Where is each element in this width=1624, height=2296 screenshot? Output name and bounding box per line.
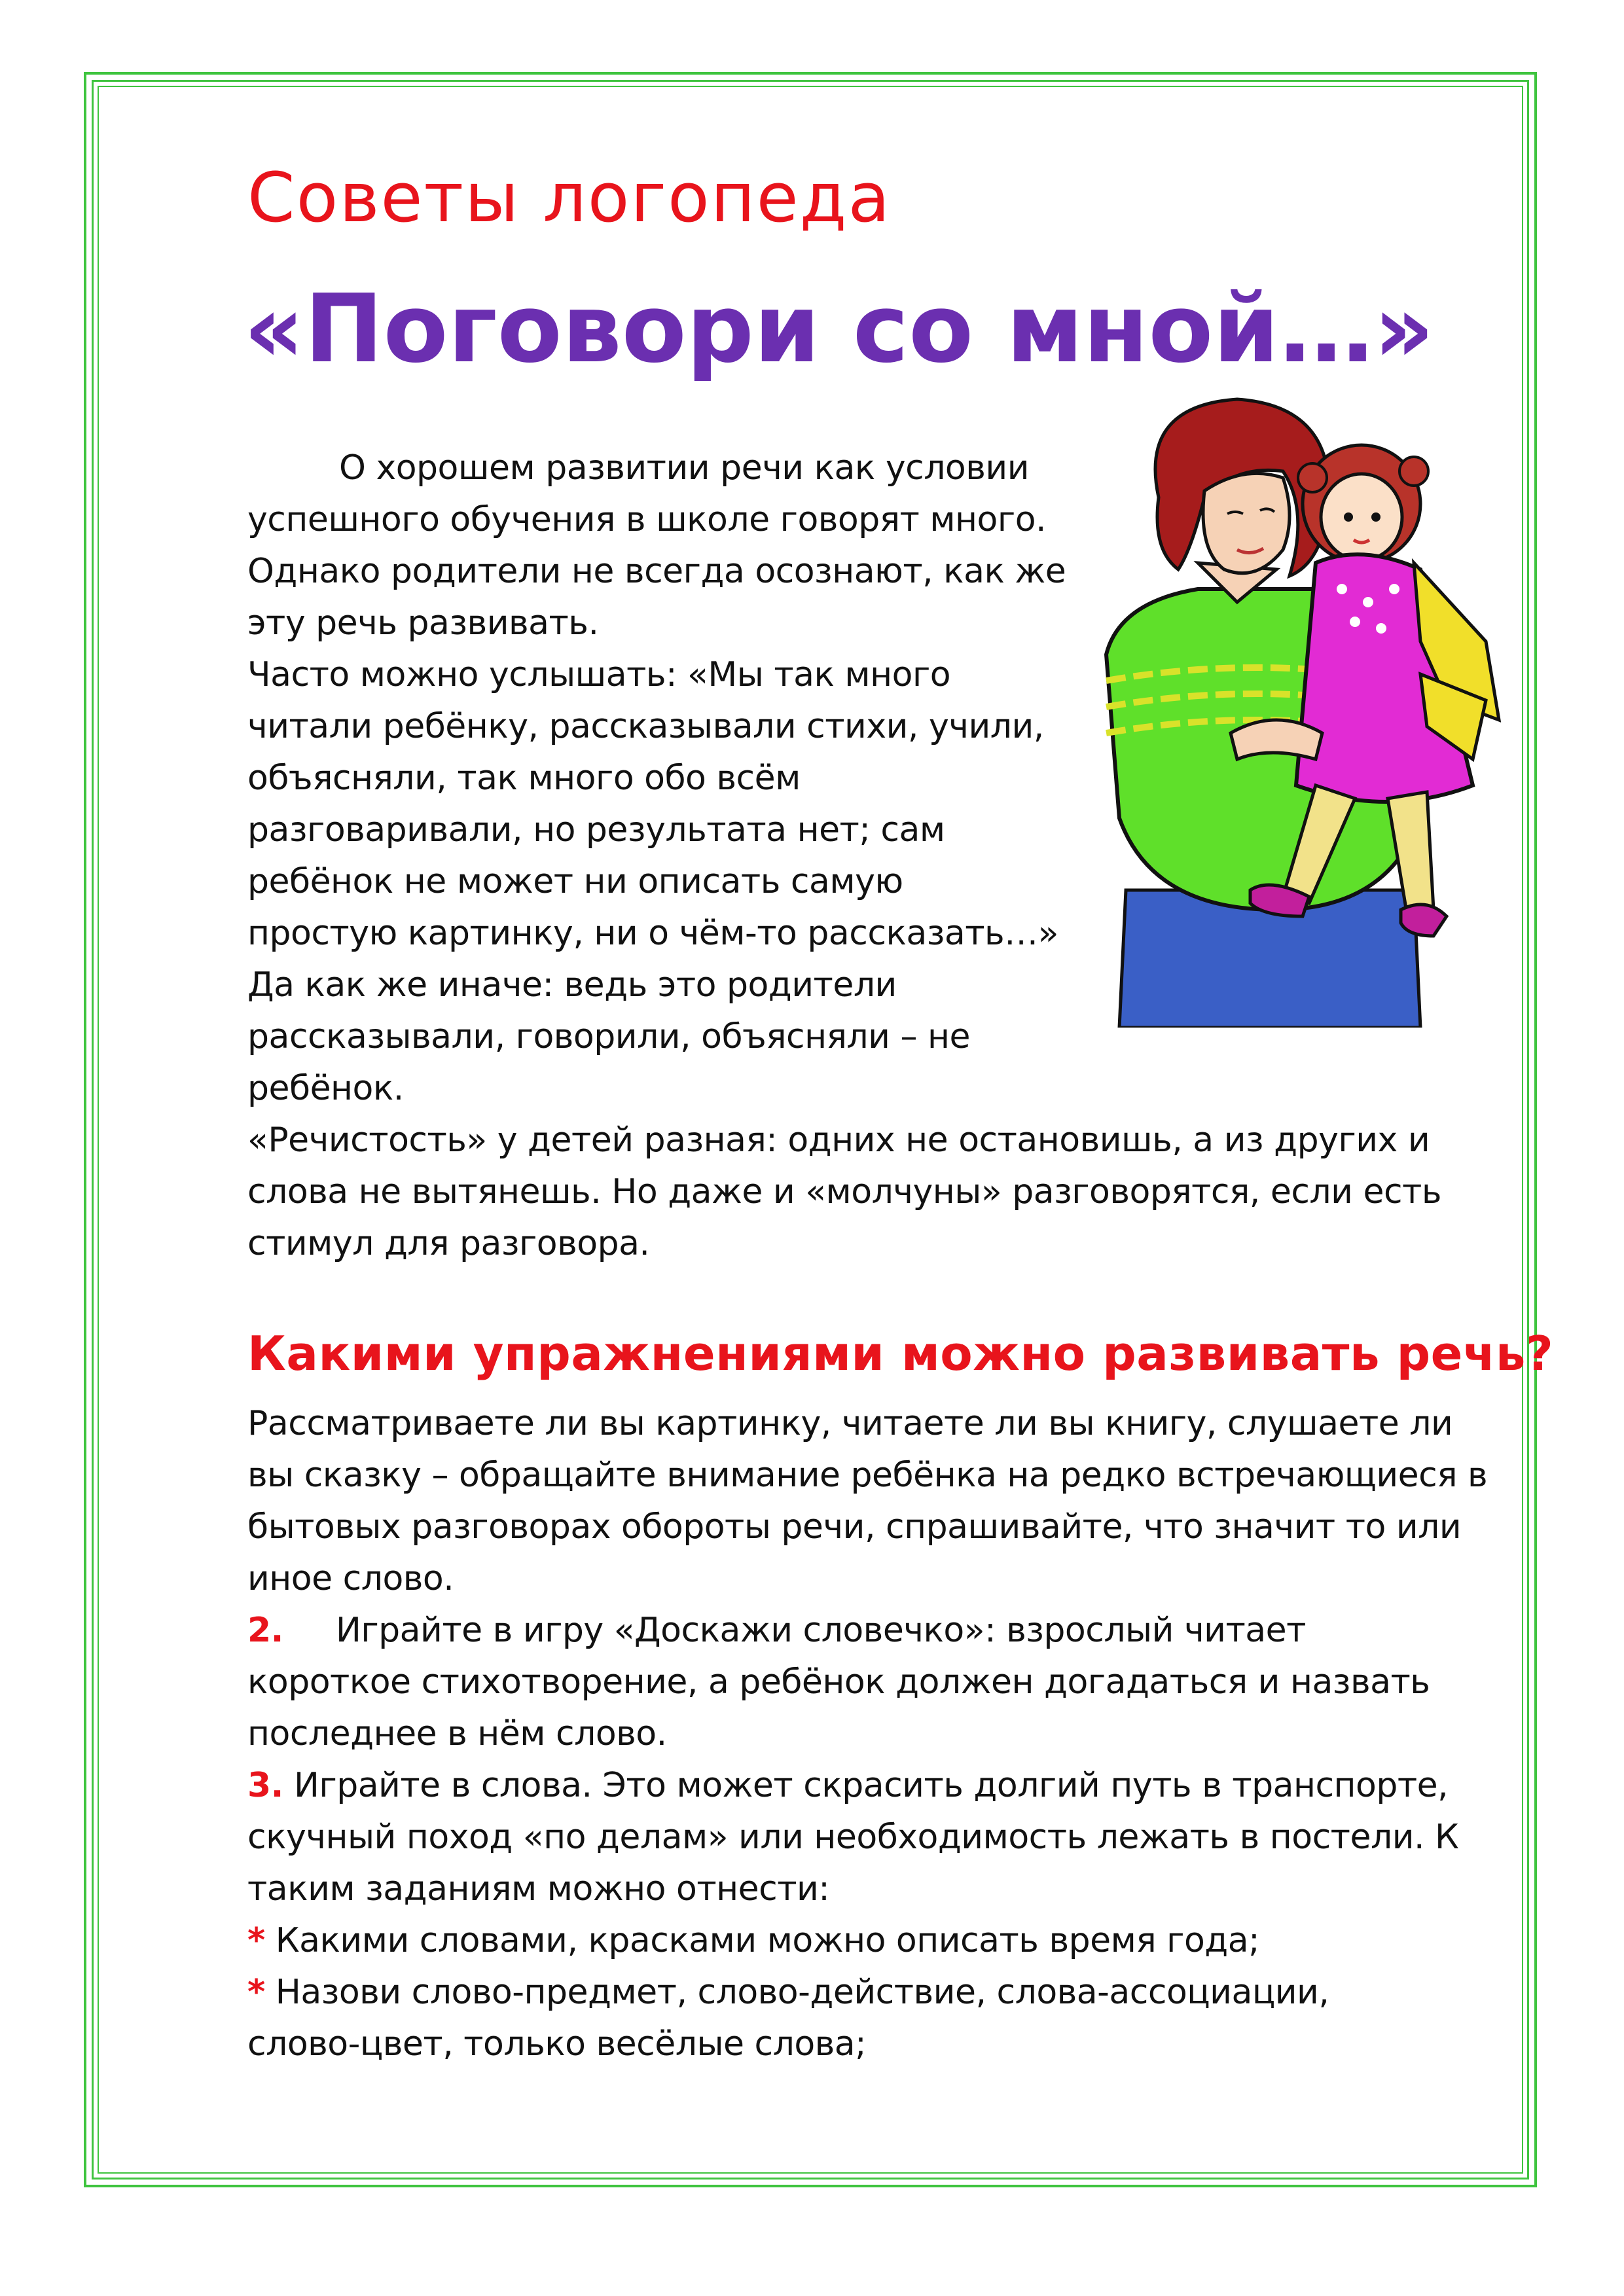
text-line: бытовых разговорах обороты речи, спрашивайте, что значит то или: [247, 1507, 1462, 1547]
page-subtitle: Советы логопеда: [247, 158, 892, 238]
text-line: слова не вытянешь. Но даже и «молчуны» разговорятся, если есть: [247, 1172, 1441, 1211]
text-line: Назови слово-предмет, слово-действие, слова-ассоциации,: [275, 1973, 1329, 2012]
text-line: Рассматриваете ли вы картинку, читаете ли вы книгу, слушаете ли: [247, 1404, 1453, 1443]
text-line: последнее в нём слово.: [247, 1714, 667, 1753]
text-line: стимул для разговора.: [247, 1224, 650, 1263]
exercises-section: [247, 1398, 1487, 2070]
text-line: разговаривали, но результата нет; сам: [247, 810, 945, 850]
page-title: «Поговори со мной…»: [244, 274, 1435, 384]
mother-child-illustration: [1080, 393, 1506, 1028]
text-line: короткое стихотворение, а ребёнок должен догадаться и назвать: [247, 1662, 1430, 1702]
text-line: Часто можно услышать: «Мы так много: [247, 655, 951, 694]
text-line: эту речь развивать.: [247, 603, 599, 643]
text-line: скучный поход «по делам» или необходимость лежать в постели. К: [247, 1818, 1459, 1857]
text-line: читали ребёнку, рассказывали стихи, учили,: [247, 707, 1044, 746]
text-line: иное слово.: [247, 1559, 454, 1598]
exercise-number: 2.: [247, 1611, 283, 1650]
text-line: Играйте в слова. Это может скрасить долгий путь в транспорте,: [293, 1766, 1449, 1805]
intro-paragraph: [247, 442, 1441, 1270]
text-line: Да как же иначе: ведь это родители: [247, 965, 897, 1005]
exercise-2-first-line: [247, 1605, 1487, 1657]
text-line: таким заданиям можно отнести:: [247, 1869, 830, 1909]
bullet-mark: *: [247, 1973, 265, 2012]
bullet-mark: *: [247, 1921, 265, 1960]
text-line: ребёнок.: [247, 1069, 404, 1108]
text-line: О хорошем развитии речи как условии: [339, 448, 1029, 488]
bullet-item: [247, 1967, 1487, 2018]
text-line: Какими словами, красками можно описать время года;: [275, 1921, 1260, 1960]
bullet-item: [247, 1915, 1487, 1967]
exercise-3-first-line: [247, 1760, 1487, 1812]
text-line: рассказывали, говорили, объясняли – не: [247, 1017, 970, 1056]
text-line: Однако родители не всегда осознают, как же: [247, 552, 1066, 591]
text-line: объясняли, так много обо всём: [247, 759, 801, 798]
text-line: Играйте в игру «Доскажи словечко»: взрослый читает: [335, 1611, 1306, 1650]
section-heading: Какими упражнениями можно развивать речь?: [247, 1326, 1554, 1381]
text-line: «Речистость» у детей разная: одних не остановишь, а из других и: [247, 1121, 1430, 1160]
text-line: успешного обучения в школе говорят много.: [247, 500, 1047, 539]
text-line: простую картинку, ни о чём-то рассказать…»: [247, 914, 1058, 953]
text-line: слово-цвет, только весёлые слова;: [247, 2024, 867, 2064]
exercise-number: 3.: [247, 1766, 283, 1805]
text-line: ребёнок не может ни описать самую: [247, 862, 903, 901]
text-line: вы сказку – обращайте внимание ребёнка на редко встречающиеся в: [247, 1456, 1488, 1495]
